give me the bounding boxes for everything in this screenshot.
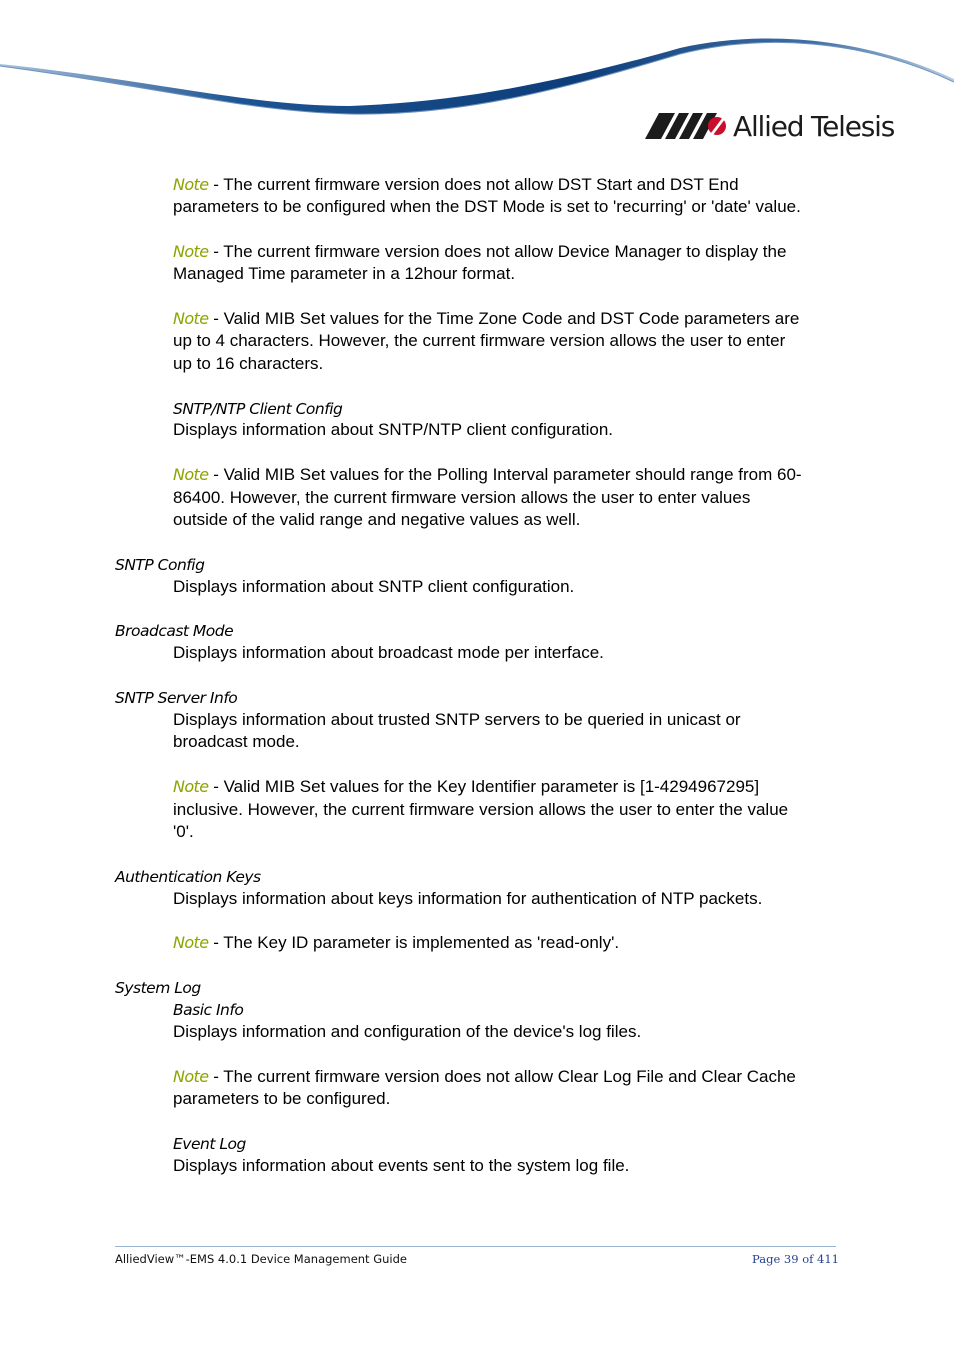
basic-info-desc: Displays information and configuration of the device's log files. [173, 1022, 642, 1041]
footer-divider [115, 1246, 836, 1247]
note-1-cont: parameters to be configured when the DST Mode is set to 'recurring' or 'date' value. [173, 197, 801, 216]
logo-text: Allied Telesis [733, 109, 895, 143]
note-5 [173, 776, 759, 799]
note-5-cont2: '0'. [173, 822, 194, 841]
note-label: Note [173, 175, 209, 194]
note-7-cont: parameters to be configured. [173, 1089, 391, 1108]
note-text: - The Key ID parameter is implemented as 'read-only'. [208, 933, 620, 952]
footer-page-number: Page 39 of 411 [752, 1252, 839, 1266]
note-label: Note [173, 309, 209, 328]
note-5-cont: inclusive. However, the current firmware version allows the user to enter the value [173, 800, 789, 819]
note-3 [173, 308, 799, 331]
note-3-cont2: up to 16 characters. [173, 354, 324, 373]
sntp-server-info-heading: SNTP Server Info [115, 689, 238, 707]
event-log-heading: Event Log [173, 1135, 246, 1153]
note-label: Note [173, 465, 209, 484]
sntp-config-heading: SNTP Config [115, 556, 205, 574]
note-label: Note [173, 777, 209, 796]
note-3-cont: up to 4 characters. However, the current firmware version allows the user to enter [173, 331, 786, 350]
sntp-ntp-client-config-desc: Displays information about SNTP/NTP client configuration. [173, 420, 613, 439]
note-1 [173, 174, 739, 197]
allied-telesis-logo [645, 108, 894, 144]
system-log-heading: System Log [115, 979, 201, 997]
authentication-keys-desc: Displays information about keys information for authentication of NTP packets. [173, 889, 763, 908]
logo-mark-icon [645, 111, 727, 141]
note-text: - The current firmware version does not allow Clear Log File and Clear Cache [208, 1067, 796, 1086]
note-text: - The current firmware version does not allow DST Start and DST End [208, 175, 739, 194]
note-7 [173, 1066, 796, 1089]
note-6 [173, 932, 619, 955]
event-log-desc: Displays information about events sent to the system log file. [173, 1156, 630, 1175]
note-text: - Valid MIB Set values for the Key Identifier parameter is [1-4294967295] [208, 777, 760, 796]
sntp-ntp-client-config-heading: SNTP/NTP Client Config [173, 400, 343, 418]
authentication-keys-heading: Authentication Keys [115, 868, 261, 886]
note-text: - Valid MIB Set values for the Time Zone Code and DST Code parameters are [208, 309, 800, 328]
note-label: Note [173, 242, 209, 261]
note-2 [173, 241, 786, 264]
note-label: Note [173, 1067, 209, 1086]
note-4 [173, 464, 802, 487]
sntp-server-info-desc: Displays information about trusted SNTP servers to be queried in unicast or [173, 710, 741, 729]
footer-guide-title: AlliedView™-EMS 4.0.1 Device Management Guide [115, 1252, 407, 1266]
note-text: - Valid MIB Set values for the Polling Interval parameter should range from 60- [208, 465, 802, 484]
note-2-cont: Managed Time parameter in a 12hour format. [173, 264, 516, 283]
broadcast-mode-heading: Broadcast Mode [115, 622, 234, 640]
broadcast-mode-desc: Displays information about broadcast mode per interface. [173, 643, 604, 662]
note-text: - The current firmware version does not allow Device Manager to display the [208, 242, 787, 261]
note-4-cont: 86400. However, the current firmware version allows the user to enter values [173, 488, 751, 507]
sntp-server-info-desc-cont: broadcast mode. [173, 732, 300, 751]
note-4-cont2: outside of the valid range and negative values as well. [173, 510, 581, 529]
note-label: Note [173, 933, 209, 952]
basic-info-heading: Basic Info [173, 1001, 244, 1019]
sntp-config-desc: Displays information about SNTP client configuration. [173, 577, 575, 596]
